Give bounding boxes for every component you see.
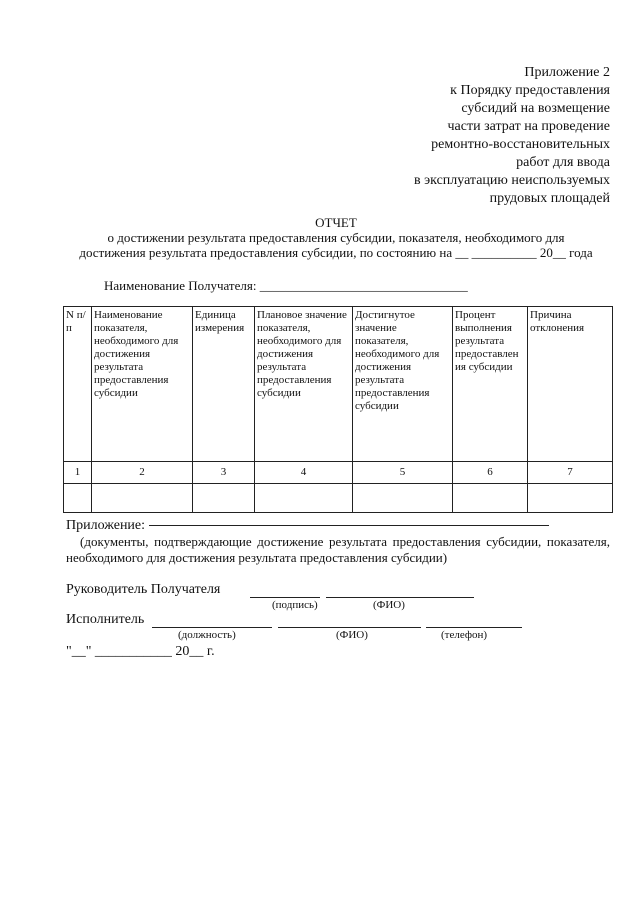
table-cell[interactable] [353,484,453,513]
table-cell[interactable] [528,484,613,513]
appendix-line: ремонтно-восстановительных [431,137,610,152]
column-number: 3 [193,462,255,484]
report-table [63,306,613,513]
table-cell[interactable] [92,484,193,513]
report-subtitle-line: о достижении результата предоставления субсидии, показателя, необходимого для [107,230,565,245]
appendix-line: Приложение 2 [524,65,610,80]
recipient-name-field: Наименование Получателя: ________________________________ [104,278,468,293]
executor-label: Исполнитель [66,612,145,627]
table-cell[interactable] [64,484,92,513]
head-caption-name: (ФИО) [373,599,405,611]
executor-name-line[interactable] [278,627,421,628]
appendix-header [414,64,610,208]
executor-caption-phone: (телефон) [441,629,488,641]
attachment-row [66,518,549,534]
table-header-row [64,307,613,462]
column-number: 1 [64,462,92,484]
attachment-label: Приложение: [66,518,146,533]
executor-position-line[interactable] [152,627,272,628]
appendix-line: работ для ввода [516,155,610,170]
attachment-note: (документы, подтверждающие достижение результата предоставления субсидии, показателя, необходимого для достижения результата предоставления субсидии) [66,534,610,565]
appendix-line: в эксплуатацию неиспользуемых [414,173,610,188]
appendix-line: прудовых площадей [489,191,610,206]
table-cell[interactable] [453,484,528,513]
col-header: Единица измерения [193,307,255,462]
appendix-line: субсидий на возмещение [461,101,610,116]
head-caption-sign: (подпись) [272,599,318,611]
executor-caption-position: (должность) [178,629,236,641]
report-subtitle-line: достижения результата предоставления субсидии, по состоянию на __ __________ 20__ года [79,245,593,260]
col-header: Причина отклонения [528,307,613,462]
col-header: Наименование показателя, необходимого для достижения результата предоставления субсидии [92,307,193,462]
column-number-row [64,462,613,484]
table-row [64,484,613,513]
column-number: 6 [453,462,528,484]
col-header: Достигнутое значение показателя, необходимого для достижения результата предоставления субсидии [353,307,453,462]
executor-caption-name: (ФИО) [336,629,368,641]
column-number: 7 [528,462,613,484]
col-header: N п/п [64,307,92,462]
column-number: 2 [92,462,193,484]
attachment-line[interactable] [149,524,549,526]
executor-phone-line[interactable] [426,627,522,628]
table-cell[interactable] [255,484,353,513]
column-number: 5 [353,462,453,484]
report-title-block [60,215,612,260]
head-label: Руководитель Получателя [66,582,221,597]
appendix-line: части затрат на проведение [447,119,610,134]
head-signature-line[interactable] [250,597,320,598]
head-name-line[interactable] [326,597,474,598]
report-title: ОТЧЕТ [315,215,357,230]
table-cell[interactable] [193,484,255,513]
date-line: "__" ___________ 20__ г. [66,644,215,659]
column-number: 4 [255,462,353,484]
col-header: Плановое значение показателя, необходимого для достижения результата предоставления субсидии [255,307,353,462]
col-header: Процент выполнения результата предоставлен ия субсидии [453,307,528,462]
appendix-line: к Порядку предоставления [450,83,610,98]
